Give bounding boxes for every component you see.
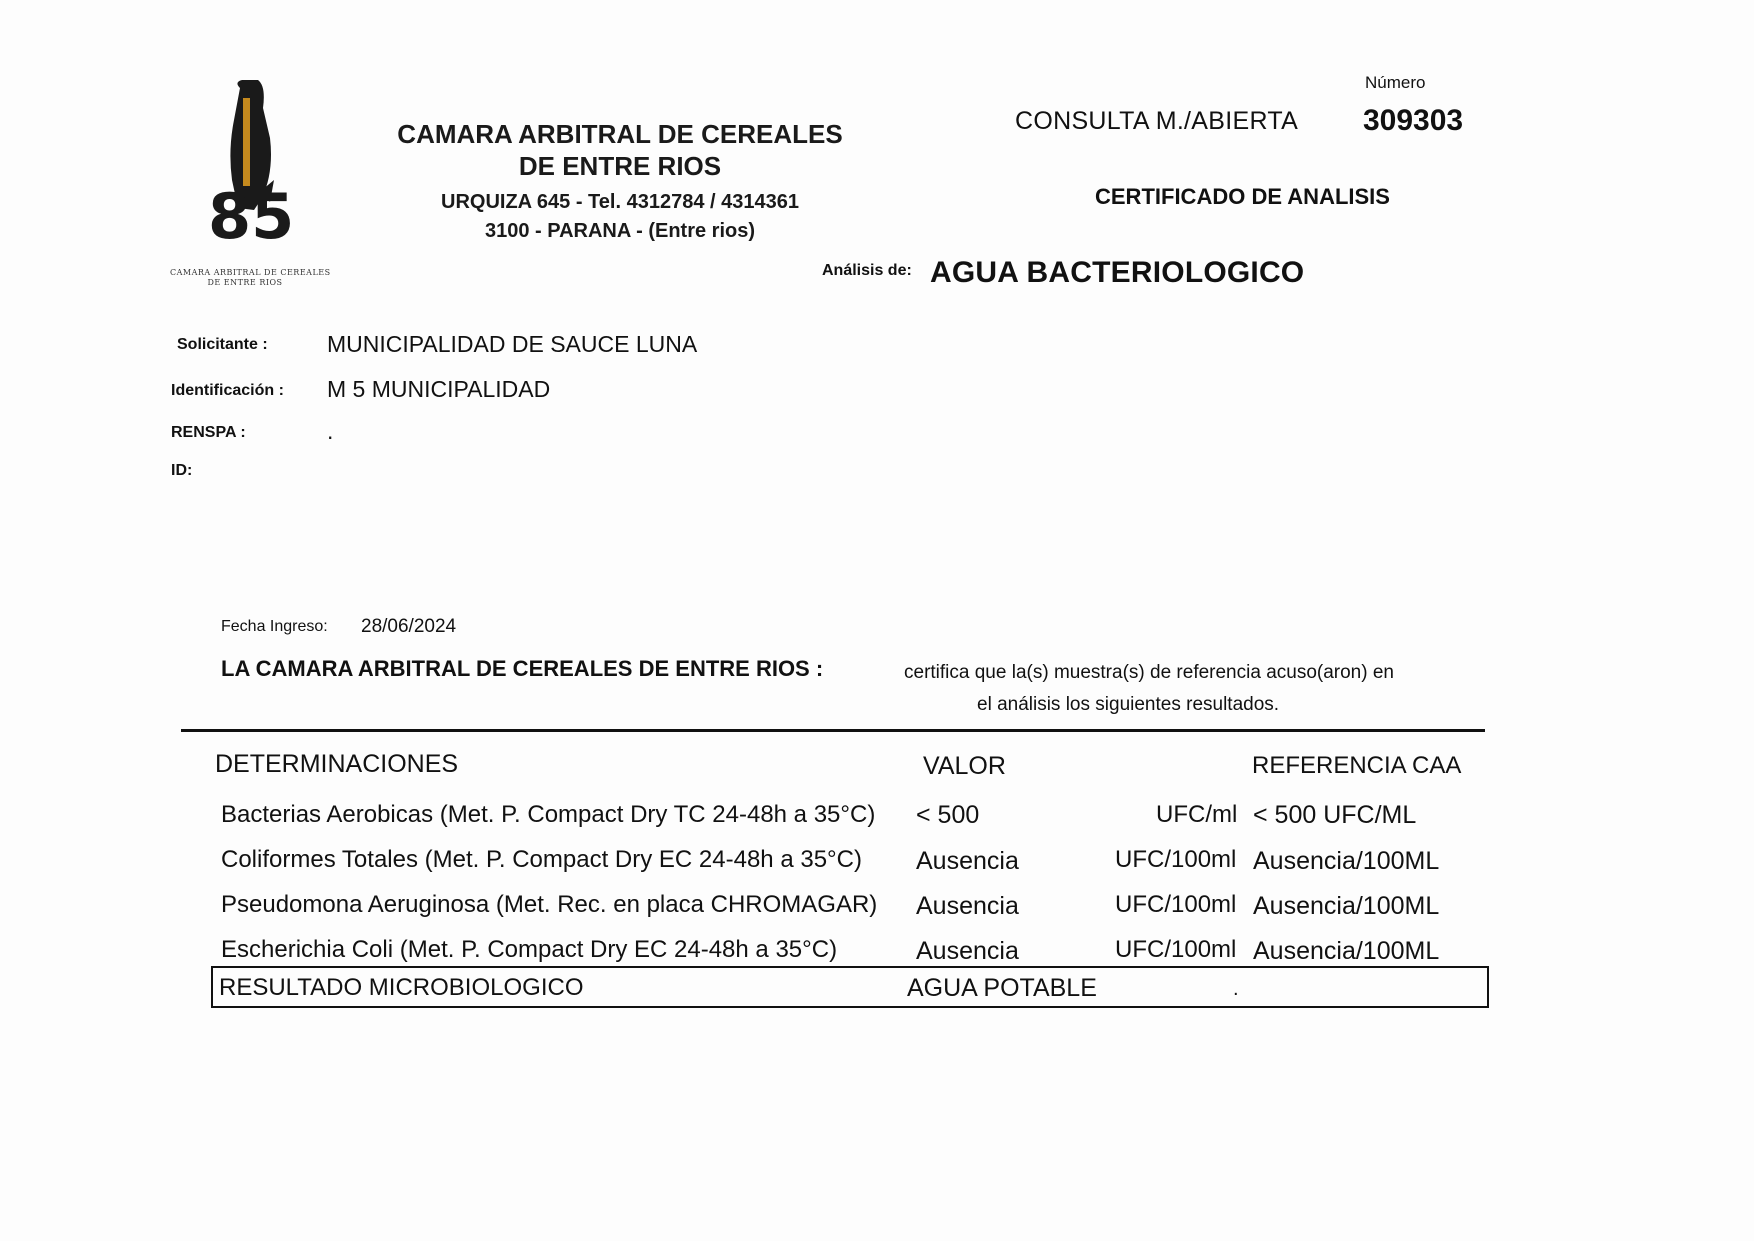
fecha-ingreso-value: 28/06/2024 xyxy=(361,616,457,637)
row2-unidad: UFC/100ml xyxy=(1115,846,1237,873)
identificacion-value: M 5 MUNICIPALIDAD xyxy=(327,376,551,402)
consulta-type: CONSULTA M./ABIERTA xyxy=(1015,107,1299,135)
id-label: ID: xyxy=(171,462,193,479)
resultado-label: RESULTADO MICROBIOLOGICO xyxy=(219,974,584,1001)
logo-emblem-icon xyxy=(170,80,320,245)
certification-statement: LA CAMARA ARBITRAL DE CEREALES DE ENTRE RIOS : xyxy=(221,656,824,681)
certificate-title: CERTIFICADO DE ANALISIS xyxy=(1095,184,1390,209)
header-determinaciones: DETERMINACIONES xyxy=(215,750,459,778)
renspa-label: RENSPA : xyxy=(171,424,246,441)
row4-valor: Ausencia xyxy=(916,937,1019,965)
row1-determinacion: Bacterias Aerobicas (Met. P. Compact Dry TC 24-48h a 35°C) xyxy=(221,801,876,828)
header-referencia: REFERENCIA CAA xyxy=(1252,752,1462,779)
row2-referencia: Ausencia/100ML xyxy=(1253,847,1440,875)
row3-determinacion: Pseudomona Aeruginosa (Met. Rec. en placa CHROMAGAR) xyxy=(221,891,878,918)
row2-valor: Ausencia xyxy=(916,847,1019,875)
row3-referencia: Ausencia/100ML xyxy=(1253,892,1440,920)
analisis-value: AGUA BACTERIOLOGICO xyxy=(930,256,1305,289)
logo-caption-line2: DE ENTRE RIOS xyxy=(207,278,283,287)
certification-text-line2: el análisis los siguientes resultados. xyxy=(977,694,1280,715)
numero-label: Número xyxy=(1365,73,1426,92)
resultado-value: AGUA POTABLE xyxy=(907,974,1097,1002)
identificacion-label: Identificación : xyxy=(171,382,284,399)
analisis-label: Análisis de: xyxy=(822,262,912,279)
row1-referencia: < 500 UFC/ML xyxy=(1253,801,1417,829)
logo-caption-line1: CAMARA ARBITRAL DE CEREALES xyxy=(170,268,331,277)
logo-number: 85 xyxy=(208,180,295,245)
logo xyxy=(170,80,331,295)
certification-text-line1: certifica que la(s) muestra(s) de referencia acuso(aron) en xyxy=(904,662,1394,683)
certificate-number: 309303 xyxy=(1363,104,1464,137)
organization-name-line2: DE ENTRE RIOS xyxy=(518,151,722,181)
solicitante-value: MUNICIPALIDAD DE SAUCE LUNA xyxy=(327,331,698,357)
address-line1: URQUIZA 645 - Tel. 4312784 / 4314361 xyxy=(441,191,799,213)
resultado-mark: . xyxy=(1233,978,1239,1000)
organization-address xyxy=(380,188,860,246)
solicitante-label: Solicitante : xyxy=(177,336,268,353)
row3-unidad: UFC/100ml xyxy=(1115,891,1237,918)
row1-valor: < 500 xyxy=(916,801,980,829)
row2-determinacion: Coliformes Totales (Met. P. Compact Dry EC 24-48h a 35°C) xyxy=(221,846,862,873)
address-line2: 3100 - PARANA - (Entre rios) xyxy=(484,220,756,242)
renspa-value: . xyxy=(327,418,334,444)
row3-valor: Ausencia xyxy=(916,892,1019,920)
row1-unidad: UFC/ml xyxy=(1156,801,1238,828)
row4-determinacion: Escherichia Coli (Met. P. Compact Dry EC 24-48h a 35°C) xyxy=(221,936,838,963)
organization-name xyxy=(380,118,860,182)
organization-name-line1: CAMARA ARBITRAL DE CEREALES xyxy=(397,119,843,149)
row4-unidad: UFC/100ml xyxy=(1115,936,1237,963)
fecha-ingreso-label: Fecha Ingreso: xyxy=(221,618,328,635)
divider xyxy=(181,729,1485,732)
row4-referencia: Ausencia/100ML xyxy=(1253,937,1440,965)
header-valor: VALOR xyxy=(923,752,1006,780)
